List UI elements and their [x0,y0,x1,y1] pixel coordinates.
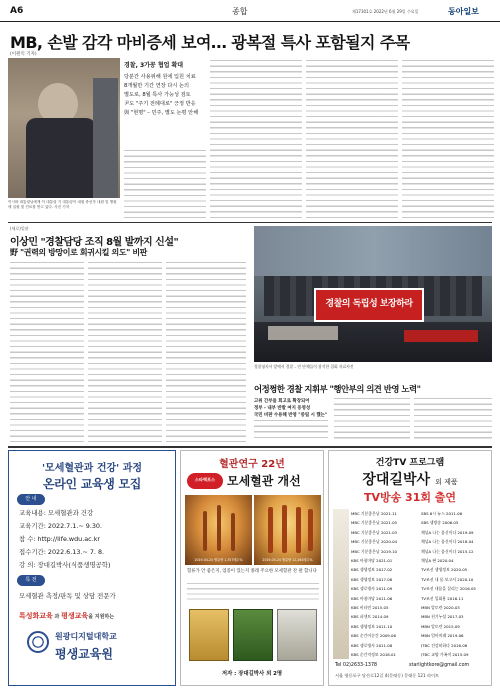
ad-right-suffix: 외 제품 [435,478,458,486]
tv-appearance-entry: MBN 엄마의레 2019.06 [421,633,464,639]
ad-right-name: 장대길박사 [362,472,430,488]
tv-appearance-entry: TV조선 내 몸 보고서 2020.10 [421,576,474,582]
ad-left-promo-1: 특성화교육 [19,612,53,620]
tv-appearance-entry: KBS 아침마당 2021.01 [351,558,393,563]
capillary-photo-before [185,495,252,565]
story2-body [166,262,246,442]
tv-appearance-list [351,509,491,661]
top-story-body [402,60,494,218]
university-logo-icon [27,631,49,653]
protest-photo-caption: 경찰청지서 앞에서 경찰 – 민 단체들이 참석한 집회 자료사진 [254,364,354,369]
top-story-sub-line: 당분간 사용위해 원에 입원 치료 [124,74,196,80]
story2-subheadline: 野 "권력의 방망이로 회귀시킬 의도" 비판 [10,248,147,257]
book-cover [189,609,229,661]
tv-appearance-row [351,565,491,574]
tv-appearance-row [351,556,491,565]
capillary-photo-after [254,495,321,565]
tv-appearance-entry: MBN 알토란 2015.09 [421,623,460,629]
ad-middle [180,450,324,686]
tv-appearance-entry: JTBC 건강히하다 2016.08 [421,642,468,648]
ad-left-special-text: 모세혈관 측정/판독 및 상담 전문가 [19,592,116,600]
tv-appearance-entry: 채널A 판 2020.04 [421,558,454,563]
book-cover [277,609,317,661]
tv-appearance-entry: KBS 순간적정보 2018.01 [351,652,396,657]
top-story-photo-caption: 이시바 대통령님에게 이 대통령 기 대통령이 내원 중선각 내원 및 병원에 입원 및 진료를 받고 있다. 사진 기자 [8,200,117,209]
top-story-subhead: 경찰, 3가꽁 협업 확대 [124,62,184,69]
tv-appearance-row [351,650,491,659]
story2-kicker: (세로)일관 [10,226,29,231]
tv-appearance-entry: KBS 비타민 2015.05 [351,605,389,610]
story3-body [334,398,410,442]
tv-appearance-entry: 채널A 나는 몸신이다 2019.09 [421,529,474,535]
story2-body [88,262,162,442]
tv-appearance-row [351,594,491,603]
tv-appearance-entry: MBN 알토란 2020.03 [421,605,460,610]
ad-left-title: '모세혈관과 건강' 과정 [41,463,143,474]
tv-appearance-entry: MBC 기분좋은날 2021.05 [351,520,398,526]
top-story-body [306,60,398,218]
photo-before-caption: 2019-04-24 혈류량 1,357배수% [194,558,243,562]
section-divider [8,222,492,223]
ad-left-special-label: 특 전 [17,575,45,586]
top-story-sub-line: 별도로, 8월 특사 가능성 검토 [124,92,191,98]
top-story-body [210,60,302,218]
page-header [0,0,500,22]
story3-subline: 정부 - 내부 반발 여지 동영성 [254,406,311,411]
protest-photo [254,226,492,362]
ad-left-item: 참 수: http://life.wdu.ac.kr [19,535,101,543]
top-story-byline: (이원익 기자) [10,52,37,57]
tv-appearance-row [351,509,491,518]
ad-left-item: 교육기간: 2022.7.1.~ 9.30. [19,522,103,530]
story3-body [414,398,492,442]
ad-middle-title: 모세혈관 개선 [227,474,301,488]
ad-middle-top: 혈관연구 22년 [219,459,285,470]
story3-headline: 어정쩡한 경찰 지휘부 "행안부의 의견 반영 노력" [254,384,421,394]
tv-appearance-entry: MBC 기분좋은날 2019.10 [351,548,398,554]
page-number: A6 [10,6,24,16]
story3-subline: 국민 비판 수용해 반영 "중립 시 했는" [254,413,328,418]
newspaper-name: 동아일보 [448,7,479,16]
tv-appearance-row [351,528,491,537]
protest-sign-text: 경찰의 독립성 보장하라 [325,299,413,309]
tv-appearance-entry: KBS 순간이순간 2009.06 [351,633,396,639]
ad-middle-footer: 저자 : 장대길박사 외 2명 [221,671,283,677]
tv-appearance-entry: 채널A 나는 몸신이다 2015.12 [421,548,474,554]
ad-middle-brand: 스타텍포스 [194,477,216,482]
ad-left-promo-3: 을 지원하는 [88,614,115,620]
tv-appearance-entry: KBS 퍼센트 2014.09 [351,614,389,620]
story3-subline: 고위 간부들 회고로 확장되어 [254,399,310,404]
ad-left [8,450,176,686]
tv-appearance-row [351,603,491,612]
section-name: 종합 [232,7,248,16]
tv-appearance-entry: SBS 생방송 2006.05 [421,520,459,526]
tv-appearance-row [351,518,491,527]
tv-appearance-entry: TV조선 내몸을 살리는 2016.05 [421,586,476,592]
photo-after-caption: 2019-05-24 혈류량 12,264배수% [262,558,313,562]
tv-appearance-row [351,631,491,640]
tv-appearance-entry: SBS 6시 뉴스 2011.06 [421,511,463,516]
tv-appearance-entry: MBN 천기누설 2017.03 [421,614,464,620]
top-story-photo [8,58,120,198]
ad-left-item: 접수기간: 2022.6.13.~ 7. 8. [19,548,105,556]
tv-appearance-row [351,612,491,621]
ad-left-item: 강 의: 장대길박사(식품생명공학) [19,561,111,569]
book-cover [233,609,273,661]
issue-info: 제17301호 2022년 6월 29일 수요일 [352,9,419,14]
ad-right-top: 건강TV 프로그램 [375,458,445,468]
ad-left-item: 교육내용: 모세혈관과 건강 [19,509,94,517]
tv-appearance-row [351,547,491,556]
tv-appearance-entry: 채널A 나는 몸신이다 2018.04 [421,539,474,545]
top-story-headline: MB, 손발 감각 마비증세 보여… 광복절 특사 포함될지 주목 [10,33,410,52]
ad-right-email: starlightkore@gmail.com [409,663,470,668]
story2-body [10,262,84,442]
ad-right [328,450,492,686]
ad-middle-desc: 혈류가 안 좋은지, 염증이 있는지 종래 주요한 모세혈관 잔 팔 합니다 [187,569,317,574]
ad-right-tel: Tel 02)2633-1378 [335,663,378,668]
tv-appearance-entry: KBS 생로병사 2011.09 [351,586,393,592]
ad-left-school: 원광디지털대학교 [55,632,117,641]
top-story-sub-line: 8개월만 기간 연장 다시 논의 [124,83,190,89]
tv-appearance-entry: KBS 생생정보 2011.10 [351,623,393,629]
ads-divider [8,446,492,448]
ad-left-guide-label: 안 내 [17,494,45,505]
story3-body [254,420,328,442]
tv-appearance-row [351,622,491,631]
ad-left-promo-and: 과 [52,614,62,620]
ad-left-promo-2: 평생교육 [61,612,89,620]
tv-appearance-entry: MBC 기분좋은날 2021.03 [351,529,398,535]
ad-left-subtitle: 온라인 교육생 모집 [42,477,142,491]
tv-appearance-entry: MBC 기분좋은날 2020.04 [351,539,398,545]
top-story-sub-line: 尹도 "주기 전례대로" 긍정 반응 [124,101,196,107]
tv-appearance-row [351,575,491,584]
story2-headline: 이상민 "경찰담당 조직 8월 발까지 신설" [10,237,179,248]
ad-right-address: 서울 영등포구 당산로12길 4(문래동) 문래동 121 라이트 [335,673,440,678]
top-story-body [124,150,206,218]
tv-appearance-entry: KBS 아침마당 2011.06 [351,595,393,601]
top-story-sub-line: 與 "현명" – 민주, 별도 논평 안해 [124,110,199,116]
tv-appearance-entry: KBS 생생정보 2017.08 [351,576,393,582]
tv-appearance-entry: KBS 생로병사 2011.08 [351,642,393,648]
ad-right-tv-line: TV방송 31회 출연 [363,491,457,504]
tv-appearance-row [351,641,491,650]
ad-middle-body [187,583,319,603]
ad-left-school-dept: 평생교육원 [55,647,113,661]
tv-appearance-entry: KBS 생생정보 2017.02 [351,567,393,573]
tv-appearance-row [351,584,491,593]
tv-appearance-row [351,537,491,546]
tv-appearance-entry: JTBC 교양 가족적 2015.09 [421,652,469,657]
tv-appearance-entry: TV조선 일회용 2016.11 [421,595,464,601]
tv-appearance-entry: MBC 기분좋은날 2021.11 [351,511,398,516]
tv-appearance-entry: TV조선 생생정보 2020.05 [421,567,468,573]
product-box [333,509,349,659]
